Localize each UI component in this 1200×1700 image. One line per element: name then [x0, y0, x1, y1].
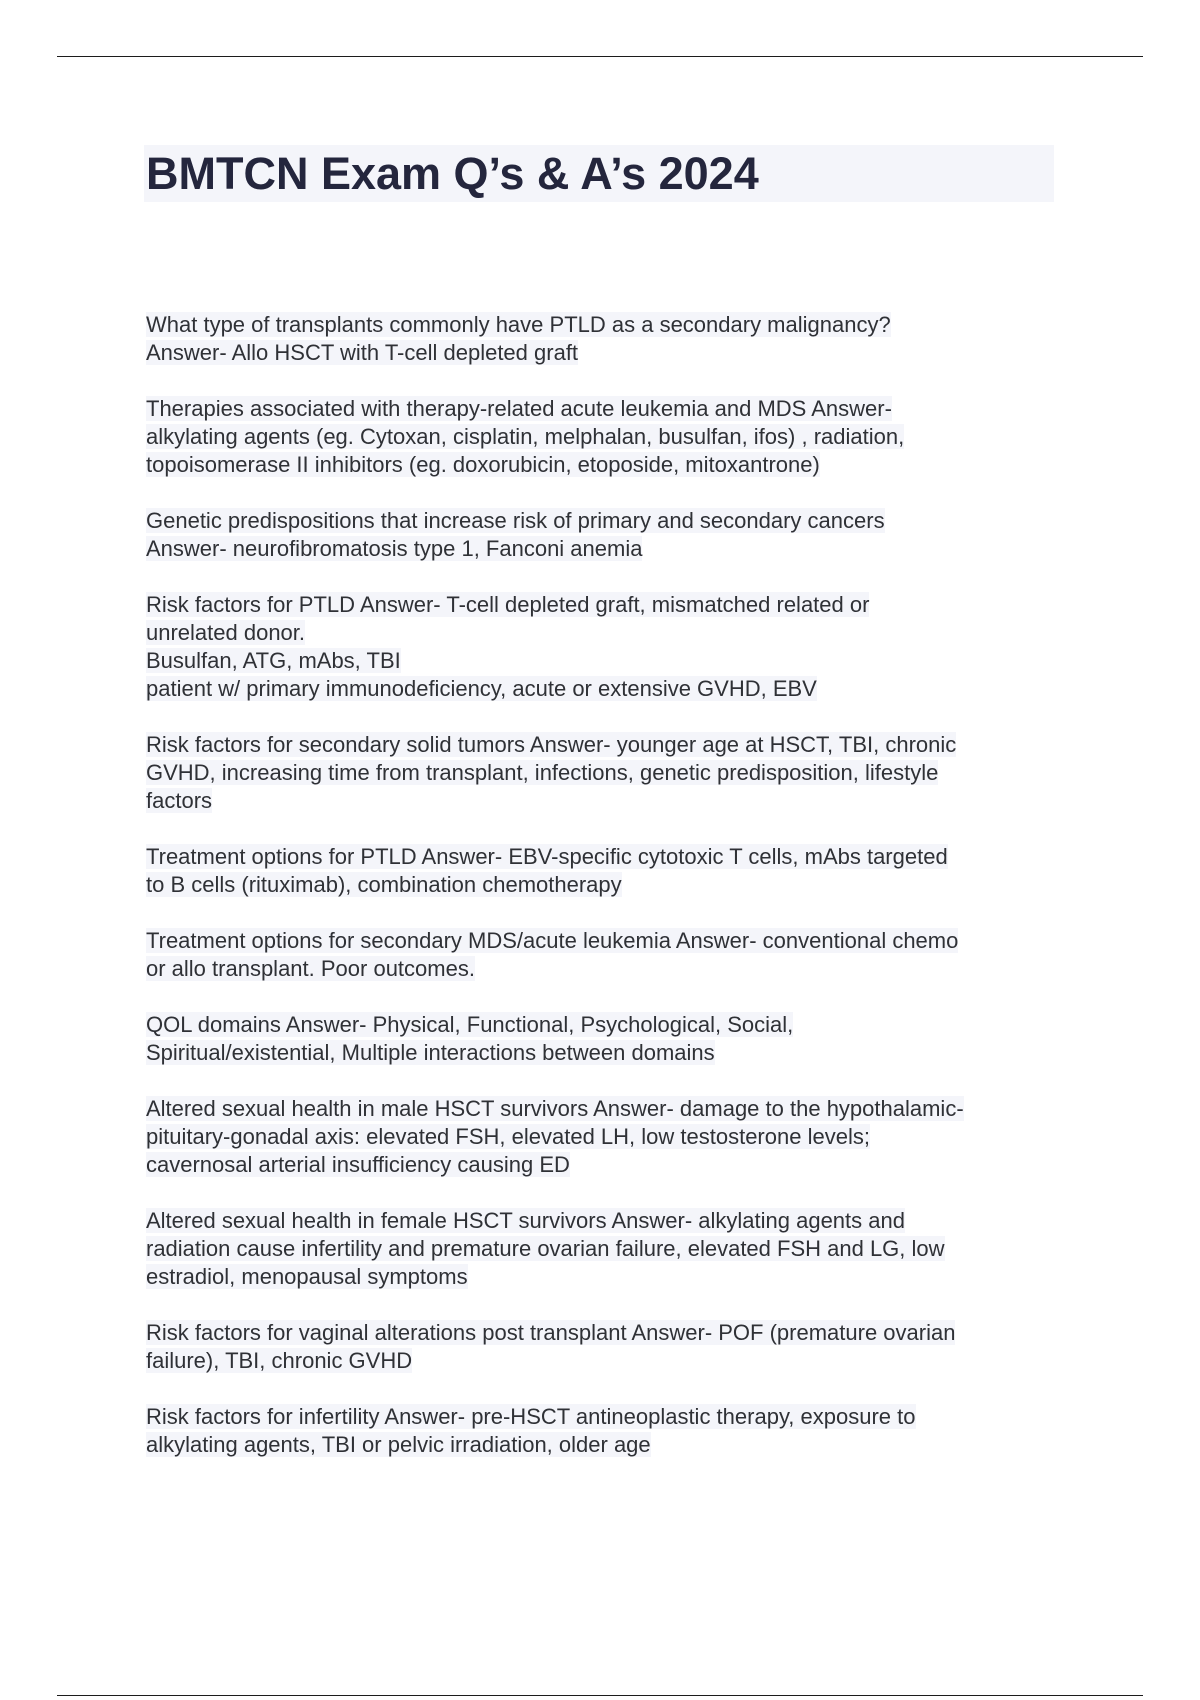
qa-line-text: radiation cause infertility and premature ovarian failure, elevated FSH and LG, low — [146, 1236, 945, 1261]
qa-item — [146, 311, 1066, 367]
qa-list — [146, 311, 1066, 1487]
qa-line — [146, 1347, 1066, 1375]
qa-line — [146, 1011, 1066, 1039]
qa-item — [146, 731, 1066, 815]
qa-item — [146, 1319, 1066, 1375]
document-title: BMTCN Exam Q’s & A’s 2024 — [146, 148, 759, 199]
qa-line — [146, 927, 1066, 955]
qa-line-text: QOL domains Answer- Physical, Functional, Psychological, Social, — [146, 1012, 794, 1037]
qa-line — [146, 1319, 1066, 1347]
qa-line-text: or allo transplant. Poor outcomes. — [146, 956, 475, 981]
qa-line — [146, 843, 1066, 871]
qa-line — [146, 731, 1066, 759]
qa-line-text: alkylating agents, TBI or pelvic irradiation, older age — [146, 1432, 651, 1457]
qa-line-text: topoisomerase II inhibitors (eg. doxorubicin, etoposide, mitoxantrone) — [146, 452, 820, 477]
qa-item — [146, 507, 1066, 563]
qa-line-text: failure), TBI, chronic GVHD — [146, 1348, 413, 1373]
qa-line-text: GVHD, increasing time from transplant, infections, genetic predisposition, lifestyle — [146, 760, 939, 785]
qa-line — [146, 1263, 1066, 1291]
qa-line — [146, 311, 1066, 339]
qa-line-text: Risk factors for secondary solid tumors Answer- younger age at HSCT, TBI, chronic — [146, 732, 957, 757]
qa-line-text: Risk factors for infertility Answer- pre-HSCT antineoplastic therapy, exposure to — [146, 1404, 916, 1429]
qa-item — [146, 1095, 1066, 1179]
qa-line-text: What type of transplants commonly have PTLD as a secondary malignancy? — [146, 312, 891, 337]
qa-line-text: Genetic predispositions that increase risk of primary and secondary cancers — [146, 508, 885, 533]
qa-line — [146, 1123, 1066, 1151]
qa-line-text: alkylating agents (eg. Cytoxan, cisplatin, melphalan, busulfan, ifos) , radiation, — [146, 424, 905, 449]
qa-line-text: patient w/ primary immunodeficiency, acute or extensive GVHD, EBV — [146, 676, 817, 701]
qa-line-text: Altered sexual health in female HSCT survivors Answer- alkylating agents and — [146, 1208, 905, 1233]
qa-line — [146, 955, 1066, 983]
qa-item — [146, 1011, 1066, 1067]
qa-line-text: Risk factors for vaginal alterations post transplant Answer- POF (premature ovarian — [146, 1320, 956, 1345]
qa-line — [146, 535, 1066, 563]
qa-line-text: Answer- neurofibromatosis type 1, Fanconi anemia — [146, 536, 643, 561]
qa-line — [146, 1235, 1066, 1263]
qa-line-text: factors — [146, 788, 213, 813]
qa-line — [146, 647, 1066, 675]
qa-line-text: Risk factors for PTLD Answer- T-cell depleted graft, mismatched related or — [146, 592, 870, 617]
qa-line — [146, 339, 1066, 367]
qa-line-text: cavernosal arterial insufficiency causing ED — [146, 1152, 570, 1177]
qa-line — [146, 675, 1066, 703]
qa-item — [146, 395, 1066, 479]
qa-line — [146, 1151, 1066, 1179]
qa-line — [146, 507, 1066, 535]
qa-line — [146, 451, 1066, 479]
qa-line-text: estradiol, menopausal symptoms — [146, 1264, 468, 1289]
qa-line — [146, 619, 1066, 647]
page-top-rule — [57, 56, 1143, 57]
qa-line-text: Answer- Allo HSCT with T-cell depleted graft — [146, 340, 579, 365]
qa-line — [146, 423, 1066, 451]
qa-line-text: Treatment options for secondary MDS/acute leukemia Answer- conventional chemo — [146, 928, 959, 953]
qa-line — [146, 591, 1066, 619]
qa-item — [146, 591, 1066, 703]
qa-line — [146, 759, 1066, 787]
qa-line-text: Treatment options for PTLD Answer- EBV-specific cytotoxic T cells, mAbs targeted — [146, 844, 948, 869]
qa-line-text: Spiritual/existential, Multiple interactions between domains — [146, 1040, 715, 1065]
qa-line — [146, 871, 1066, 899]
qa-line-text: to B cells (rituximab), combination chemotherapy — [146, 872, 622, 897]
qa-item — [146, 1207, 1066, 1291]
page-bottom-rule — [57, 1695, 1143, 1696]
qa-item — [146, 843, 1066, 899]
qa-line — [146, 1095, 1066, 1123]
qa-line — [146, 1431, 1066, 1459]
qa-line — [146, 1403, 1066, 1431]
qa-line-text: unrelated donor. — [146, 620, 306, 645]
qa-item — [146, 927, 1066, 983]
qa-line — [146, 787, 1066, 815]
qa-line — [146, 395, 1066, 423]
qa-line-text: Altered sexual health in male HSCT survivors Answer- damage to the hypothalamic- — [146, 1096, 964, 1121]
qa-line-text: pituitary-gonadal axis: elevated FSH, elevated LH, low testosterone levels; — [146, 1124, 870, 1149]
qa-item — [146, 1403, 1066, 1459]
qa-line-text: Therapies associated with therapy-related acute leukemia and MDS Answer- — [146, 396, 892, 421]
qa-line — [146, 1207, 1066, 1235]
qa-line-text: Busulfan, ATG, mAbs, TBI — [146, 648, 401, 673]
qa-line — [146, 1039, 1066, 1067]
